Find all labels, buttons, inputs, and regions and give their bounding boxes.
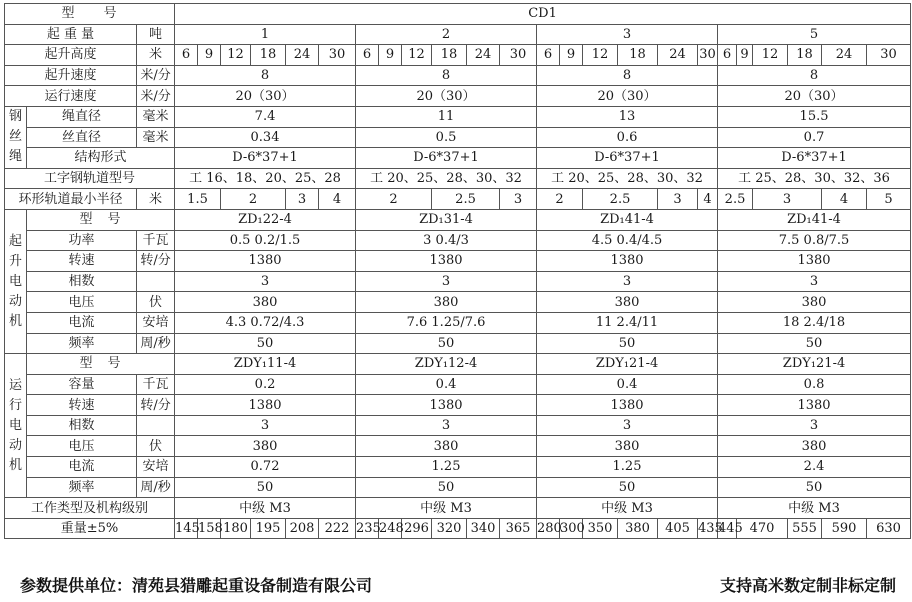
ring-radius-cell: 2.5 <box>432 189 500 210</box>
duty-class-value: 中级 M3 <box>537 498 718 519</box>
row-lift-speed <box>5 65 911 86</box>
ring-radius-cell: 4 <box>822 189 867 210</box>
row-travel-motor-voltage <box>5 436 911 457</box>
lift-motor-speed-value: 1380 <box>537 251 718 272</box>
rope-structure-value: D-6*37+1 <box>718 148 911 169</box>
row-ring-radius <box>5 189 911 210</box>
row-model <box>5 4 911 25</box>
lift-speed-value: 8 <box>537 65 718 86</box>
travel-motor-frequency-value: 50 <box>718 477 911 498</box>
weight-cell: 145 <box>175 518 198 539</box>
weight-cell: 248 <box>379 518 402 539</box>
lift-height-cell: 30 <box>698 45 718 66</box>
row-lift-motor-speed <box>5 251 911 272</box>
travel-motor-phases-unit <box>137 415 175 436</box>
lift-motor-frequency-label: 频率 <box>27 333 137 354</box>
travel-motor-phases-value: 3 <box>718 415 911 436</box>
i-beam-value: 工 20、25、28、30、32 <box>356 168 537 189</box>
weight-cell: 208 <box>286 518 319 539</box>
lift-motor-phases-value: 3 <box>356 271 537 292</box>
lift-motor-frequency-value: 50 <box>537 333 718 354</box>
capacity-value: 1 <box>175 24 356 45</box>
lift-motor-power-value: 4.5 0.4/4.5 <box>537 230 718 251</box>
wire-diameter-value: 0.34 <box>175 127 356 148</box>
weight-cell: 195 <box>251 518 286 539</box>
lift-height-cell: 18 <box>618 45 658 66</box>
lift-speed-label: 起升速度 <box>5 65 137 86</box>
lift-height-cell: 24 <box>658 45 698 66</box>
lift-height-cell: 9 <box>737 45 753 66</box>
row-lift-motor-current <box>5 312 911 333</box>
wire-diameter-value: 0.6 <box>537 127 718 148</box>
duty-class-value: 中级 M3 <box>356 498 537 519</box>
travel-motor-frequency-value: 50 <box>175 477 356 498</box>
rope-structure-value: D-6*37+1 <box>175 148 356 169</box>
row-travel-motor-speed <box>5 395 911 416</box>
lift-motor-speed-value: 1380 <box>175 251 356 272</box>
lift-motor-power-value: 7.5 0.8/7.5 <box>718 230 911 251</box>
i-beam-label: 工字钢轨道型号 <box>5 168 175 189</box>
lift-motor-voltage-value: 380 <box>356 292 537 313</box>
travel-motor-capacity-value: 0.8 <box>718 374 911 395</box>
lift-height-cell: 12 <box>583 45 618 66</box>
lift-height-unit: 米 <box>137 45 175 66</box>
lift-motor-phases-unit <box>137 271 175 292</box>
row-rope-structure <box>5 148 911 169</box>
lift-height-cell: 12 <box>753 45 788 66</box>
travel-motor-current-value: 1.25 <box>356 457 537 478</box>
weight-cell: 365 <box>500 518 537 539</box>
row-travel-motor-current <box>5 457 911 478</box>
ring-radius-cell: 2 <box>537 189 583 210</box>
wire-rope-group-label: 钢丝绳 <box>5 106 27 168</box>
rope-diameter-value: 7.4 <box>175 106 356 127</box>
lift-speed-unit: 米/分 <box>137 65 175 86</box>
lift-motor-speed-label: 转速 <box>27 251 137 272</box>
weight-cell: 340 <box>467 518 500 539</box>
travel-motor-model-value: ZDY₁21-4 <box>537 354 718 375</box>
lift-motor-model-value: ZD₁22-4 <box>175 209 356 230</box>
ring-radius-cell: 3 <box>500 189 537 210</box>
footer <box>20 569 900 597</box>
lift-motor-voltage-unit: 伏 <box>137 292 175 313</box>
travel-motor-phases-value: 3 <box>175 415 356 436</box>
ring-radius-unit: 米 <box>137 189 175 210</box>
travel-motor-speed-value: 1380 <box>537 395 718 416</box>
row-lift-motor-frequency <box>5 333 911 354</box>
lift-height-cell: 12 <box>402 45 432 66</box>
lift-motor-current-value: 4.3 0.72/4.3 <box>175 312 356 333</box>
weight-cell: 630 <box>867 518 911 539</box>
lift-motor-current-label: 电流 <box>27 312 137 333</box>
ring-radius-cell: 2.5 <box>583 189 658 210</box>
weight-cell: 158 <box>198 518 221 539</box>
custom-text: 支持高米数定制非标定制 <box>719 576 896 595</box>
lift-height-cell: 6 <box>718 45 737 66</box>
ring-radius-cell: 5 <box>867 189 911 210</box>
rope-structure-value: D-6*37+1 <box>537 148 718 169</box>
ring-radius-cell: 2 <box>356 189 432 210</box>
travel-motor-model-value: ZDY₁21-4 <box>718 354 911 375</box>
lift-motor-phases-value: 3 <box>175 271 356 292</box>
lift-motor-voltage-value: 380 <box>718 292 911 313</box>
travel-motor-voltage-value: 380 <box>175 436 356 457</box>
lift-motor-power-label: 功率 <box>27 230 137 251</box>
row-travel-motor-capacity <box>5 374 911 395</box>
lift-motor-speed-value: 1380 <box>356 251 537 272</box>
weight-cell: 300 <box>560 518 583 539</box>
i-beam-value: 工 16、18、20、25、28 <box>175 168 356 189</box>
weight-label: 重量±5% <box>5 518 175 539</box>
weight-cell: 180 <box>221 518 251 539</box>
row-weight <box>5 518 911 539</box>
lift-motor-power-value: 0.5 0.2/1.5 <box>175 230 356 251</box>
lift-motor-power-value: 3 0.4/3 <box>356 230 537 251</box>
rope-diameter-label: 绳直径 <box>27 106 137 127</box>
capacity-value: 2 <box>356 24 537 45</box>
lift-height-cell: 12 <box>221 45 251 66</box>
travel-motor-phases-value: 3 <box>356 415 537 436</box>
weight-cell: 435 <box>698 518 718 539</box>
travel-motor-speed-value: 1380 <box>175 395 356 416</box>
lift-motor-current-value: 18 2.4/18 <box>718 312 911 333</box>
travel-speed-unit: 米/分 <box>137 86 175 107</box>
lift-height-cell: 9 <box>560 45 583 66</box>
lift-speed-value: 8 <box>175 65 356 86</box>
weight-cell: 470 <box>737 518 788 539</box>
lift-height-cell: 24 <box>822 45 867 66</box>
weight-cell: 222 <box>319 518 356 539</box>
travel-motor-model-label: 型 号 <box>27 354 175 375</box>
spec-table <box>4 3 911 539</box>
row-lift-motor-voltage <box>5 292 911 313</box>
capacity-label: 起 重 量 <box>5 24 137 45</box>
travel-motor-current-value: 0.72 <box>175 457 356 478</box>
weight-cell: 320 <box>432 518 467 539</box>
wire-diameter-value: 0.7 <box>718 127 911 148</box>
lift-motor-speed-unit: 转/分 <box>137 251 175 272</box>
ring-radius-cell: 2 <box>221 189 286 210</box>
lift-motor-power-unit: 千瓦 <box>137 230 175 251</box>
lift-speed-value: 8 <box>718 65 911 86</box>
travel-motor-voltage-unit: 伏 <box>137 436 175 457</box>
travel-motor-model-value: ZDY₁12-4 <box>356 354 537 375</box>
travel-motor-frequency-value: 50 <box>537 477 718 498</box>
i-beam-value: 工 20、25、28、30、32 <box>537 168 718 189</box>
weight-cell: 350 <box>583 518 618 539</box>
weight-cell: 380 <box>618 518 658 539</box>
lift-height-cell: 30 <box>867 45 911 66</box>
lift-motor-phases-value: 3 <box>718 271 911 292</box>
weight-cell: 296 <box>402 518 432 539</box>
wire-diameter-label: 丝直径 <box>27 127 137 148</box>
provider-text: 参数提供单位：清苑县猎雕起重设备制造有限公司 <box>20 576 373 595</box>
lift-height-cell: 30 <box>319 45 356 66</box>
weight-cell: 405 <box>658 518 698 539</box>
lift-height-cell: 6 <box>175 45 198 66</box>
travel-motor-capacity-value: 0.2 <box>175 374 356 395</box>
duty-class-value: 中级 M3 <box>175 498 356 519</box>
travel-motor-speed-value: 1380 <box>718 395 911 416</box>
travel-motor-model-value: ZDY₁11-4 <box>175 354 356 375</box>
travel-motor-capacity-value: 0.4 <box>537 374 718 395</box>
duty-class-value: 中级 M3 <box>718 498 911 519</box>
row-rope-diameter <box>5 106 911 127</box>
lift-motor-group-label: 起升电动机 <box>5 209 27 353</box>
model-label: 型 号 <box>5 4 175 25</box>
weight-cell: 280 <box>537 518 560 539</box>
ring-radius-cell: 4 <box>319 189 356 210</box>
travel-motor-frequency-label: 频率 <box>27 477 137 498</box>
travel-motor-voltage-value: 380 <box>537 436 718 457</box>
travel-motor-capacity-unit: 千瓦 <box>137 374 175 395</box>
spec-sheet <box>4 3 910 539</box>
capacity-value: 5 <box>718 24 911 45</box>
travel-speed-value: 20（30） <box>356 86 537 107</box>
lift-motor-current-value: 11 2.4/11 <box>537 312 718 333</box>
travel-motor-group-label: 运行电动机 <box>5 354 27 498</box>
weight-cell: 235 <box>356 518 379 539</box>
rope-diameter-unit: 毫米 <box>137 106 175 127</box>
weight-cell: 445 <box>718 518 737 539</box>
lift-motor-current-value: 7.6 1.25/7.6 <box>356 312 537 333</box>
lift-motor-phases-label: 相数 <box>27 271 137 292</box>
ring-radius-cell: 4 <box>698 189 718 210</box>
lift-motor-frequency-value: 50 <box>175 333 356 354</box>
lift-height-cell: 24 <box>467 45 500 66</box>
travel-motor-voltage-value: 380 <box>356 436 537 457</box>
rope-diameter-value: 11 <box>356 106 537 127</box>
lift-motor-frequency-value: 50 <box>718 333 911 354</box>
travel-motor-current-value: 1.25 <box>537 457 718 478</box>
lift-motor-voltage-value: 380 <box>537 292 718 313</box>
lift-motor-model-label: 型 号 <box>27 209 175 230</box>
lift-height-label: 起升高度 <box>5 45 137 66</box>
lift-height-cell: 6 <box>537 45 560 66</box>
wire-diameter-unit: 毫米 <box>137 127 175 148</box>
lift-motor-speed-value: 1380 <box>718 251 911 272</box>
capacity-unit: 吨 <box>137 24 175 45</box>
travel-motor-frequency-value: 50 <box>356 477 537 498</box>
capacity-value: 3 <box>537 24 718 45</box>
travel-motor-phases-label: 相数 <box>27 415 137 436</box>
row-duty-class <box>5 498 911 519</box>
lift-height-cell: 6 <box>356 45 379 66</box>
row-lift-height <box>5 45 911 66</box>
travel-motor-frequency-unit: 周/秒 <box>137 477 175 498</box>
lift-height-cell: 9 <box>198 45 221 66</box>
rope-structure-value: D-6*37+1 <box>356 148 537 169</box>
row-lift-motor-model <box>5 209 911 230</box>
travel-speed-label: 运行速度 <box>5 86 137 107</box>
weight-cell: 590 <box>822 518 867 539</box>
travel-motor-phases-value: 3 <box>537 415 718 436</box>
lift-height-cell: 18 <box>432 45 467 66</box>
row-i-beam <box>5 168 911 189</box>
ring-radius-cell: 1.5 <box>175 189 221 210</box>
row-lift-motor-power <box>5 230 911 251</box>
lift-motor-model-value: ZD₁31-4 <box>356 209 537 230</box>
wire-diameter-value: 0.5 <box>356 127 537 148</box>
travel-motor-capacity-label: 容量 <box>27 374 137 395</box>
travel-motor-voltage-label: 电压 <box>27 436 137 457</box>
weight-cell: 555 <box>788 518 822 539</box>
row-capacity <box>5 24 911 45</box>
travel-speed-value: 20（30） <box>718 86 911 107</box>
ring-radius-cell: 3 <box>753 189 822 210</box>
series-name: CD1 <box>175 4 911 25</box>
lift-height-cell: 24 <box>286 45 319 66</box>
lift-height-cell: 18 <box>788 45 822 66</box>
ring-radius-cell: 2.5 <box>718 189 753 210</box>
ring-radius-cell: 3 <box>658 189 698 210</box>
travel-motor-speed-value: 1380 <box>356 395 537 416</box>
i-beam-value: 工 25、28、30、32、36 <box>718 168 911 189</box>
row-lift-motor-phases <box>5 271 911 292</box>
travel-motor-speed-label: 转速 <box>27 395 137 416</box>
lift-motor-voltage-label: 电压 <box>27 292 137 313</box>
travel-motor-current-label: 电流 <box>27 457 137 478</box>
lift-motor-phases-value: 3 <box>537 271 718 292</box>
lift-height-cell: 9 <box>379 45 402 66</box>
row-wire-diameter <box>5 127 911 148</box>
rope-structure-label: 结构形式 <box>27 148 175 169</box>
lift-motor-frequency-unit: 周/秒 <box>137 333 175 354</box>
travel-motor-current-unit: 安培 <box>137 457 175 478</box>
lift-motor-model-value: ZD₁41-4 <box>718 209 911 230</box>
travel-speed-value: 20（30） <box>537 86 718 107</box>
ring-radius-label: 环形轨道最小半径 <box>5 189 137 210</box>
rope-diameter-value: 15.5 <box>718 106 911 127</box>
travel-motor-speed-unit: 转/分 <box>137 395 175 416</box>
row-travel-motor-frequency <box>5 477 911 498</box>
travel-motor-voltage-value: 380 <box>718 436 911 457</box>
row-travel-motor-model <box>5 354 911 375</box>
lift-height-cell: 30 <box>500 45 537 66</box>
travel-speed-value: 20（30） <box>175 86 356 107</box>
lift-speed-value: 8 <box>356 65 537 86</box>
rope-diameter-value: 13 <box>537 106 718 127</box>
duty-class-label: 工作类型及机构级别 <box>5 498 175 519</box>
row-travel-motor-phases <box>5 415 911 436</box>
lift-motor-voltage-value: 380 <box>175 292 356 313</box>
ring-radius-cell: 3 <box>286 189 319 210</box>
row-travel-speed <box>5 86 911 107</box>
lift-motor-current-unit: 安培 <box>137 312 175 333</box>
lift-motor-model-value: ZD₁41-4 <box>537 209 718 230</box>
lift-motor-frequency-value: 50 <box>356 333 537 354</box>
lift-height-cell: 18 <box>251 45 286 66</box>
travel-motor-capacity-value: 0.4 <box>356 374 537 395</box>
travel-motor-current-value: 2.4 <box>718 457 911 478</box>
